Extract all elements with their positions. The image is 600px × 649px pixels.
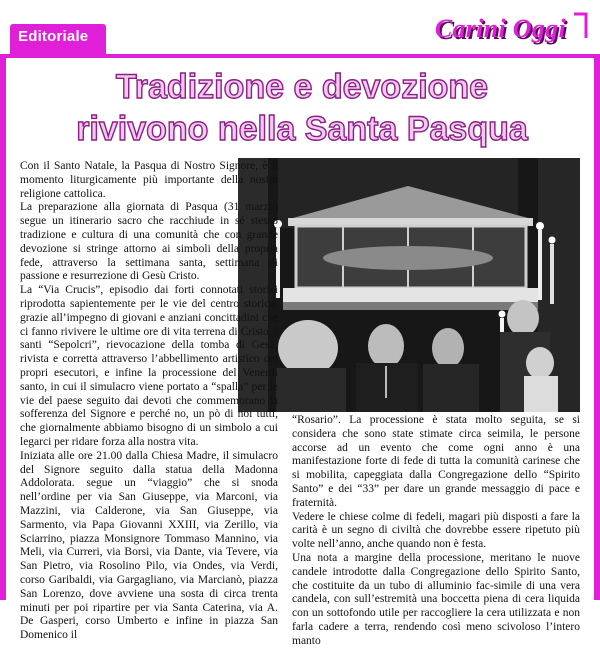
paragraph: Con il Santo Natale, la Pasqua di Nostro Signore, è il momento liturgicamente più importante della nostra religione cattolica. — [20, 160, 278, 200]
paragraph: La preparazione alla giornata di Pasqua (31 marzo) segue un itinerario sacro che racchiude in sé stesso tradizione e cultura di una comunità che con grande devozione si stringe attorno ai simboli della propria fede, attraverso la settimana santa, settimana di passione e resurrezione di Gesù Cristo. — [20, 201, 278, 283]
headline-line-2: rivivono nella Santa Pasqua — [76, 110, 528, 148]
masthead-logo: Carini Oggi — [434, 14, 566, 43]
header-rule — [0, 54, 600, 58]
corner-bracket-icon — [570, 12, 590, 40]
headline-line-1: Tradizione e devozione — [115, 68, 489, 106]
article-column-left — [20, 160, 278, 642]
section-label: Editoriale — [18, 28, 89, 45]
paragraph: Una nota a margine della processione, meritano le nuove candele introdotte dalla Congregazione dello Spirito Santo, che costituite da un tubo di alluminio fac-simile di una vera candela, con sull’estremità una boccetta piena di cera liquida con un sottofondo utile per raccogliere la cera utilizzata e non farla cadere a terra, rendendo così meno scivoloso l’intero manto — [292, 551, 580, 647]
paragraph: “Rosario”. La processione è stata molto seguita, se si considera che sono state stimate circa seimila, le persone accorse ad un evento che come ogni anno è una manifestazione forte di fede di tutta la comunità carinese che si mobilita, capeggiata dalla Congregazione dello “Spirito Santo” e dei “33” per dare un grande messaggio di pace e fraternità. — [292, 414, 580, 509]
article-headline — [22, 66, 582, 150]
paragraph: La “Via Crucis”, episodio dai forti connotati storici riprodotta sapientemente per le vie del centro storico, grazie all’impegno di giovani e anziani concittadini che ci fanno rivivere le ultime ore di vita terrena di Cristo, i santi “Sepolcri”, rievocazione della tomba di Gesù, rivista e corretta attraverso l’abbellimento artistico dei propri esecutori, e infine la processione del Venerdì santo, in cui il simulacro viene portato a “spalla” per le vie del paese seguito dai devoti che commemorano la sofferenza del Signore e perché no, un pò di noi tutti, che giornalmente abbiamo bisogno di un simbolo a cui legarci per ridare forza alla nostra vita. — [20, 284, 278, 448]
paragraph: Vedere le chiese colme di fedeli, magari più disposti a fare la carità è un segno di civiltà che dovrebbe essere ripetuto più volte nell’anno, anche quando non è festa. — [292, 510, 580, 551]
article-column-right — [292, 414, 580, 647]
procession-photo — [238, 158, 580, 412]
paragraph: Iniziata alle ore 21.00 dalla Chiesa Madre, il simulacro del Signore seguito dalla statua della Madonna Addolorata. segue un “viaggio” che si snoda nell’ordine per via San Giuseppe, via Marconi, via Mazzini, via Calderone, via San Giuseppe, via Sarmento, via Papa Giovanni XXIII, via Zerillo, via Sciarrino, piazza Monsignore Tommaso Mannino, via Meli, via Curreri, via Borsi, via Dante, via Tevere, via San Pietro, via Rosolino Pilo, via Ondes, via Verdi, corso Garibaldi, via Gargagliano, via Marcianò, piazza San Lorenzo, dove avviene una sosta di circa trenta minuti per poi ripartire per via Santa Caterina, via A. De Gasperi, corso Umberto e infine in piazza San Domenico il — [20, 449, 278, 642]
page-border-right — [594, 54, 600, 600]
page-border-left — [0, 54, 6, 600]
